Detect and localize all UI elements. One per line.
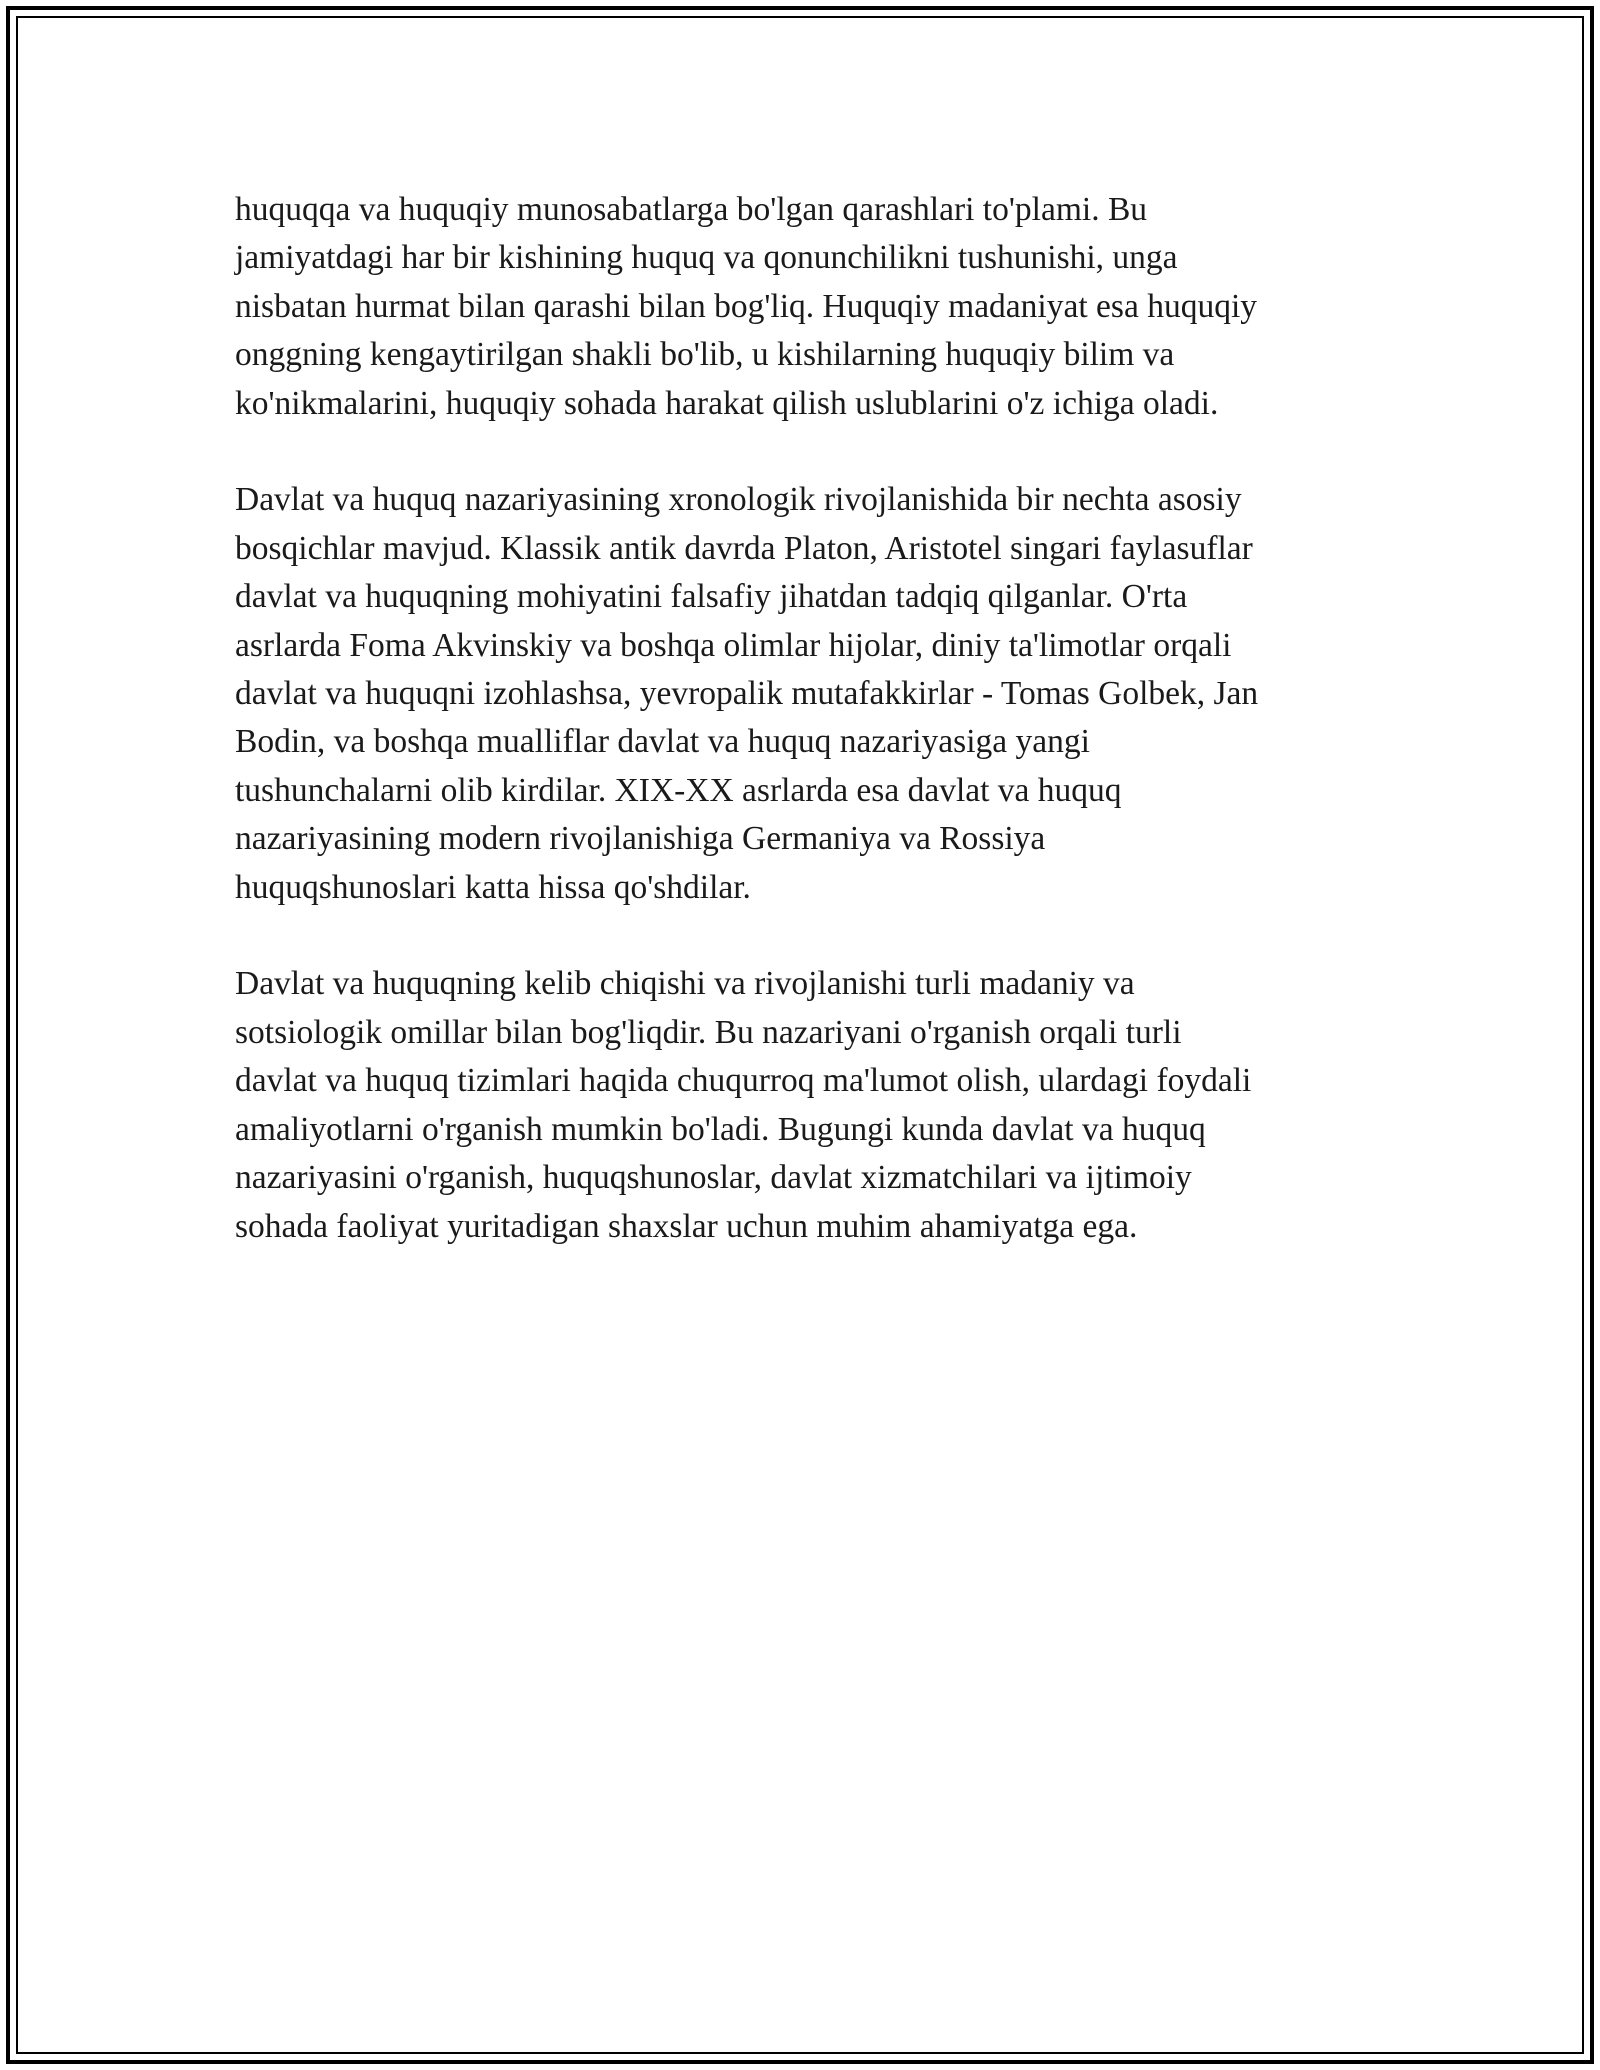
text-line: davlat va huquqni izohlashsa, yevropalik mutafakkirlar - Tomas Golbek, Jan [235,675,1259,713]
text-line: asrlarda Foma Akvinskiy va boshqa olimlar hijolar, diniy ta'limotlar orqali [235,626,1232,664]
text-line: nazariyasining modern rivojlanishiga Germaniya va Rossiya [235,820,1046,858]
text-line: ko'nikmalarini, huquqiy sohada harakat qilish uslublarini o'z ichiga oladi. [235,384,1219,422]
text-line: jamiyatdagi har bir kishining huquq va qonunchilikni tushunishi, unga [235,239,1178,277]
document-body [235,186,1385,1299]
text-line: nisbatan hurmat bilan qarashi bilan bog'liq. Huquqiy madaniyat esa huquqiy [235,287,1257,325]
text-line: Davlat va huquq nazariyasining xronologik rivojlanishida bir nechta asosiy [235,481,1242,519]
text-line: davlat va huquq tizimlari haqida chuqurroq ma'lumot olish, ulardagi foydali [235,1062,1252,1100]
text-line: nazariyasini o'rganish, huquqshunoslar, davlat xizmatchilari va ijtimoiy [235,1159,1192,1197]
text-line: onggning kengaytirilgan shakli bo'lib, u kishilarning huquqiy bilim va [235,336,1175,374]
text-line: Davlat va huquqning kelib chiqishi va rivojlanishi turli madaniy va [235,965,1135,1003]
text-line: huquqshunoslari katta hissa qo'shdilar. [235,868,751,906]
text-line: sotsiologik omillar bilan bog'liqdir. Bu nazariyani o'rganish orqali turli [235,1013,1182,1051]
paragraph-2 [235,476,1385,912]
paragraph-3 [235,960,1385,1250]
text-line: tushunchalarni olib kirdilar. XIX-XX asrlarda esa davlat va huquq [235,771,1122,809]
paragraph-1 [235,186,1385,428]
text-line: bosqichlar mavjud. Klassik antik davrda Platon, Aristotel singari faylasuflar [235,529,1253,567]
text-line: amaliyotlarni o'rganish mumkin bo'ladi. Bugungi kunda davlat va huquq [235,1110,1206,1148]
text-line: huquqqa va huquqiy munosabatlarga bo'lgan qarashlari to'plami. Bu [235,191,1148,228]
text-line: sohada faoliyat yuritadigan shaxslar uchun muhim ahamiyatga ega. [235,1207,1138,1245]
text-line: davlat va huquqning mohiyatini falsafiy jihatdan tadqiq qilganlar. O'rta [235,578,1188,616]
text-line: Bodin, va boshqa mualliflar davlat va huquq nazariyasiga yangi [235,723,1090,761]
